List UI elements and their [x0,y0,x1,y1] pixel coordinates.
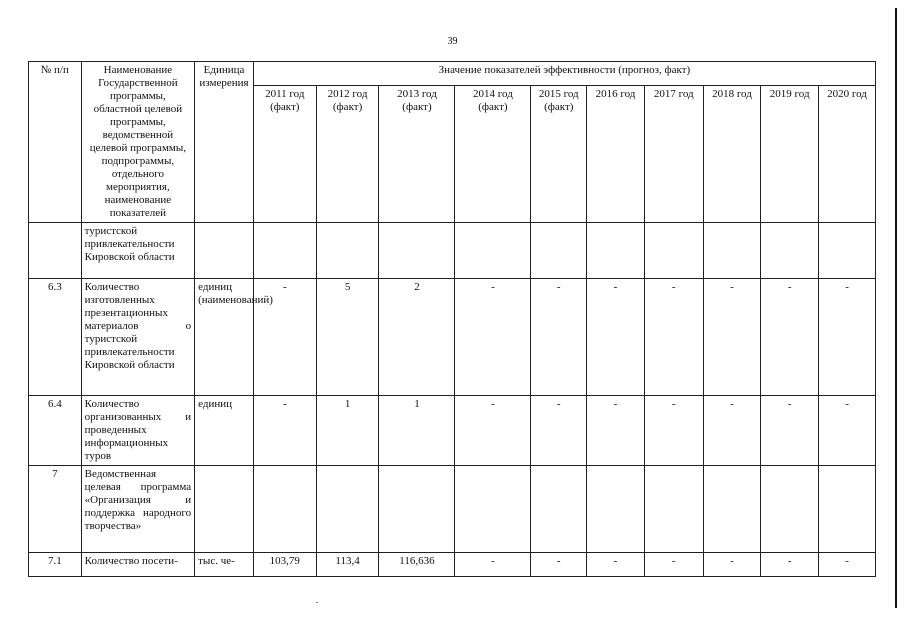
table-row [29,279,876,396]
row-value: - [819,279,876,396]
row-value [455,223,531,279]
row-value [253,223,316,279]
row-value: 1 [379,396,455,466]
header-year: 2020 год [819,86,876,223]
row-value: - [644,279,703,396]
row-value: - [703,279,761,396]
row-value [587,466,645,553]
row-value: 113,4 [316,553,379,577]
row-value: - [703,553,761,577]
row-unit: тыс. че- [195,553,254,577]
row-num [29,223,82,279]
row-value [587,223,645,279]
row-value: - [761,279,819,396]
header-unit: Единица измерения [195,62,254,223]
row-value [703,466,761,553]
row-value [644,466,703,553]
row-value [316,223,379,279]
row-value: - [587,553,645,577]
row-unit [195,466,254,553]
header-row-top [29,62,876,86]
header-year: 2019 год [761,86,819,223]
row-value: - [531,553,587,577]
row-value: - [819,396,876,466]
row-name: Количество изготовленных презентационных материалов о туристской привлекательности Кировской области [81,279,194,396]
row-value: - [455,279,531,396]
row-num: 7.1 [29,553,82,577]
row-value: - [455,553,531,577]
row-value: 103,79 [253,553,316,577]
header-year: 2015 год (факт) [531,86,587,223]
row-value: - [761,553,819,577]
table-row [29,223,876,279]
header-year: 2016 год [587,86,645,223]
table-row [29,553,876,577]
row-value [253,466,316,553]
row-value: - [531,396,587,466]
page-number: 39 [447,36,458,47]
row-name: туристской привлекательности Кировской области [81,223,194,279]
header-year: 2014 год (факт) [455,86,531,223]
row-value: 5 [316,279,379,396]
row-value [644,223,703,279]
row-value: - [587,396,645,466]
row-value: - [644,553,703,577]
row-value [455,466,531,553]
row-value [531,466,587,553]
header-name: Наименование Государственной программы, областной целевой программы, ведомственной целевой программы, подпрограммы, отдельного мероприятия, наименование показателей [81,62,194,223]
row-value: 2 [379,279,455,396]
row-value: - [253,279,316,396]
header-year: 2011 год (факт) [253,86,316,223]
row-value [531,223,587,279]
row-value: 1 [316,396,379,466]
row-value [761,466,819,553]
header-num: № п/п [29,62,82,223]
row-value [819,466,876,553]
row-value [703,223,761,279]
header-year: 2018 год [703,86,761,223]
row-value: - [819,553,876,577]
table-row [29,396,876,466]
row-value [316,466,379,553]
scan-mark [316,602,318,603]
indicators-table [28,61,876,577]
row-value: - [531,279,587,396]
row-num: 6.4 [29,396,82,466]
row-value: 116,636 [379,553,455,577]
row-value: - [587,279,645,396]
header-year: 2017 год [644,86,703,223]
row-name: Ведомственная целевая программа «Организация и поддержка народного творчества» [81,466,194,553]
row-unit [195,223,254,279]
header-year: 2013 год (факт) [379,86,455,223]
row-value [379,466,455,553]
row-value: - [703,396,761,466]
header-group: Значение показателей эффективности (прогноз, факт) [253,62,875,86]
row-num: 6.3 [29,279,82,396]
table-row [29,466,876,553]
row-value [819,223,876,279]
row-unit: единиц (наименований) [195,279,254,396]
row-name: Количество организованных и проведенных информационных туров [81,396,194,466]
row-value: - [644,396,703,466]
row-num: 7 [29,466,82,553]
row-value [761,223,819,279]
row-name: Количество посети- [81,553,194,577]
header-year: 2012 год (факт) [316,86,379,223]
page-edge-rule [895,8,897,608]
row-value [379,223,455,279]
row-unit: единиц [195,396,254,466]
row-value: - [455,396,531,466]
row-value: - [253,396,316,466]
row-value: - [761,396,819,466]
